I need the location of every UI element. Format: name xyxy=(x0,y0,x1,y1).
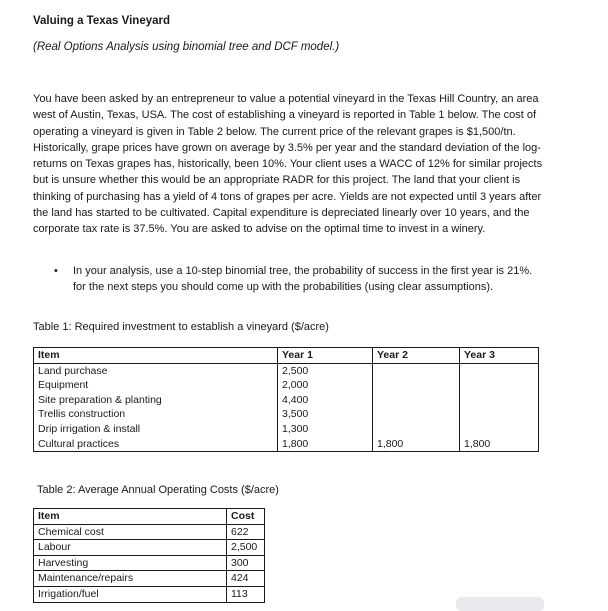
table-cell: Labour xyxy=(34,540,227,556)
document-subtitle: (Real Options Analysis using binomial tree and DCF model.) xyxy=(33,41,340,53)
bullet-list-item xyxy=(54,263,546,296)
floating-control[interactable] xyxy=(456,597,544,611)
table-cell xyxy=(373,363,460,378)
table-cell xyxy=(460,407,539,422)
table-cell: Chemical cost xyxy=(34,524,227,540)
table-cell xyxy=(373,407,460,422)
problem-paragraph: You have been asked by an entrepreneur to value a potential vineyard in the Texas Hill Country, an area west of Austin, Texas, USA. The cost of establishing a vineyard is reported in Table 1 below. The cost of operating a vineyard is given in Table 2 below. The current price of the relevant grapes is $1,500/tn. Historically, grape prices have grown on average by 3.5% per year and the standard deviation of the log-returns on Texas grapes has, historically, been 10%. Your client uses a WACC of 12% for similar projects but is unsure whether this would be an appropriate RADR for this project. The land that your client is thinking of purchasing has a yield of 4 tons of grapes per acre. Yields are not expected until 3 years after the land has started to be cultivated. Capital expenditure is depreciated linearly over 10 years, and the corporate tax rate is 37.5%. You are asked to advise on the optimal time to invest in a winery. xyxy=(33,93,543,236)
table-cell: 2,500 xyxy=(227,540,265,556)
table-cell: 622 xyxy=(227,524,265,540)
table-cell xyxy=(373,422,460,437)
table-row xyxy=(34,555,265,571)
table-cell: 1,300 xyxy=(278,422,373,437)
table2-caption: Table 2: Average Annual Operating Costs ($/acre) xyxy=(37,484,279,496)
table-cell: Drip irrigation & install xyxy=(34,422,278,437)
table-cell: Maintenance/repairs xyxy=(34,571,227,587)
table-cell xyxy=(460,422,539,437)
table-cell: Trellis construction xyxy=(34,407,278,422)
table-cell: 1,800 xyxy=(373,437,460,452)
table-cell xyxy=(460,393,539,408)
table-header-cell: Item xyxy=(34,348,278,364)
table-cell: 1,800 xyxy=(278,437,373,452)
table-cell: 2,500 xyxy=(278,363,373,378)
table-row xyxy=(34,586,265,602)
table-row xyxy=(34,378,539,393)
bullet-text: In your analysis, use a 10-step binomial tree, the probability of success in the first year is 21%. for the next steps you should come up with the probabilities (using clear assumptions). xyxy=(73,265,533,294)
table-row xyxy=(34,363,539,378)
table-cell: 113 xyxy=(227,586,265,602)
table1-caption: Table 1: Required investment to establish a vineyard ($/acre) xyxy=(33,321,329,333)
table-cell xyxy=(460,363,539,378)
table-row xyxy=(34,540,265,556)
table-header-row xyxy=(34,509,265,525)
table-header-cell: Year 1 xyxy=(278,348,373,364)
table-row xyxy=(34,422,539,437)
table-row xyxy=(34,393,539,408)
document-title: Valuing a Texas Vineyard xyxy=(33,15,171,27)
table-cell: 3,500 xyxy=(278,407,373,422)
table-cell: 300 xyxy=(227,555,265,571)
table-cell xyxy=(373,393,460,408)
table-row xyxy=(34,524,265,540)
table-cell: Irrigation/fuel xyxy=(34,586,227,602)
table-header-row xyxy=(34,348,539,364)
table-cell: Equipment xyxy=(34,378,278,393)
table-row xyxy=(34,571,265,587)
table-cell: 1,800 xyxy=(460,437,539,452)
table-row xyxy=(34,437,539,452)
table-cell xyxy=(460,378,539,393)
table-cell: Site preparation & planting xyxy=(34,393,278,408)
investment-table xyxy=(33,347,539,452)
table-row xyxy=(34,407,539,422)
table-cell: Cultural practices xyxy=(34,437,278,452)
table-cell: Land purchase xyxy=(34,363,278,378)
bullet-dot-icon: • xyxy=(54,265,58,277)
table-header-cell: Year 3 xyxy=(460,348,539,364)
table-cell: 424 xyxy=(227,571,265,587)
table-cell: 4,400 xyxy=(278,393,373,408)
operating-costs-table xyxy=(33,508,265,603)
table-header-cell: Cost xyxy=(227,509,265,525)
table-header-cell: Item xyxy=(34,509,227,525)
table-cell: 2,000 xyxy=(278,378,373,393)
table-cell xyxy=(373,378,460,393)
table-header-cell: Year 2 xyxy=(373,348,460,364)
table-cell: Harvesting xyxy=(34,555,227,571)
